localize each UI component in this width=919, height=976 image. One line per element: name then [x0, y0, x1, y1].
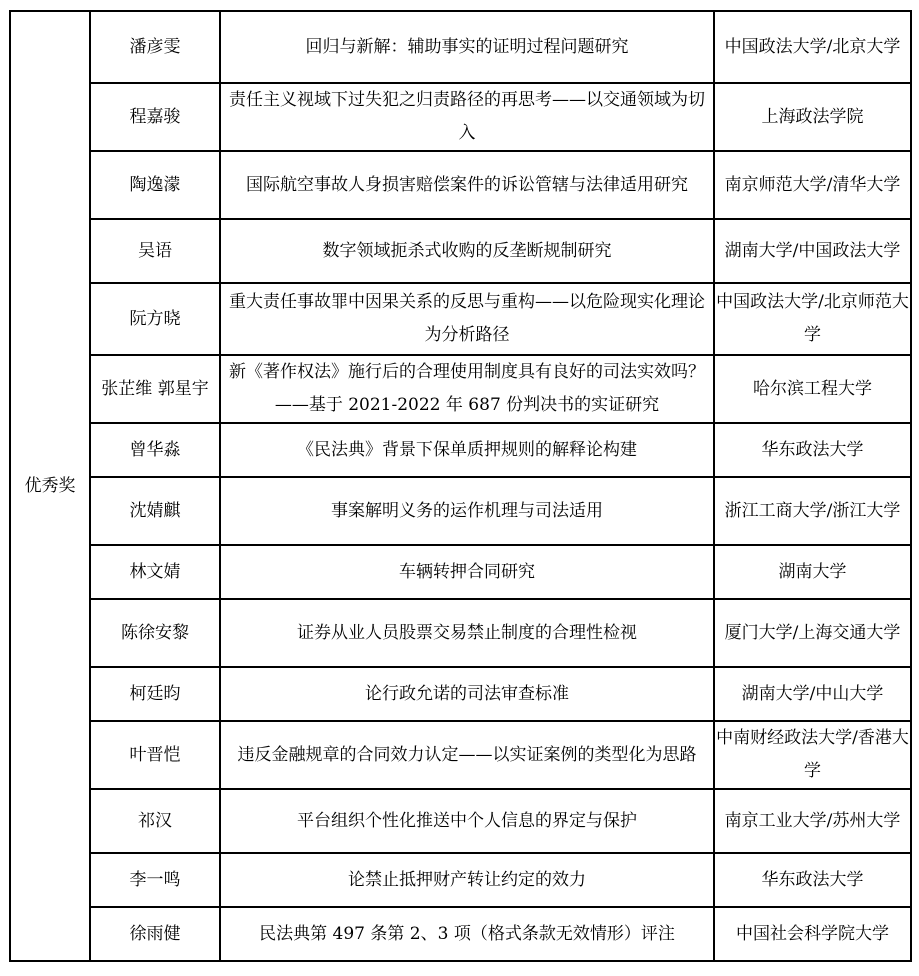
university-cell: 华东政法大学: [714, 423, 911, 477]
name-cell: 曾华淼: [90, 423, 220, 477]
table-row: [10, 219, 911, 283]
university-cell: 厦门大学/上海交通大学: [714, 599, 911, 667]
name-cell: 李一鸣: [90, 853, 220, 907]
table-row: [10, 853, 911, 907]
title-cell: 责任主义视域下过失犯之归责路径的再思考——以交通领域为切入: [220, 83, 714, 151]
university-cell: 哈尔滨工程大学: [714, 355, 911, 423]
table-row: [10, 11, 911, 83]
award-table: [9, 10, 912, 962]
name-cell: 祁汉: [90, 789, 220, 853]
table-row: [10, 83, 911, 151]
title-cell: 《民法典》背景下保单质押规则的解释论构建: [220, 423, 714, 477]
title-cell: 平台组织个性化推送中个人信息的界定与保护: [220, 789, 714, 853]
name-cell: 徐雨健: [90, 907, 220, 961]
table-row: [10, 789, 911, 853]
name-cell: 潘彦雯: [90, 11, 220, 83]
title-cell: 民法典第 497 条第 2、3 项（格式条款无效情形）评注: [220, 907, 714, 961]
name-cell: 陈徐安黎: [90, 599, 220, 667]
table-row: [10, 599, 911, 667]
title-cell: 事案解明义务的运作机理与司法适用: [220, 477, 714, 545]
title-cell: 论禁止抵押财产转让约定的效力: [220, 853, 714, 907]
title-cell: 重大责任事故罪中因果关系的反思与重构——以危险现实化理论为分析路径: [220, 283, 714, 355]
table-row: [10, 151, 911, 219]
university-cell: 湖南大学: [714, 545, 911, 599]
title-cell: 违反金融规章的合同效力认定——以实证案例的类型化为思路: [220, 721, 714, 789]
name-cell: 陶逸濛: [90, 151, 220, 219]
award-category-cell: 优秀奖: [10, 11, 90, 961]
university-cell: 中南财经政法大学/香港大学: [714, 721, 911, 789]
title-cell: 国际航空事故人身损害赔偿案件的诉讼管辖与法律适用研究: [220, 151, 714, 219]
table-row: [10, 545, 911, 599]
name-cell: 沈婧麒: [90, 477, 220, 545]
university-cell: 浙江工商大学/浙江大学: [714, 477, 911, 545]
name-cell: 程嘉骏: [90, 83, 220, 151]
title-cell: 回归与新解：辅助事实的证明过程问题研究: [220, 11, 714, 83]
university-cell: 湖南大学/中山大学: [714, 667, 911, 721]
university-cell: 华东政法大学: [714, 853, 911, 907]
table-row: [10, 283, 911, 355]
university-cell: 中国社会科学院大学: [714, 907, 911, 961]
name-cell: 林文婧: [90, 545, 220, 599]
name-cell: 张芷维 郭星宇: [90, 355, 220, 423]
title-cell: 新《著作权法》施行后的合理使用制度具有良好的司法实效吗？——基于 2021-2022 年 687 份判决书的实证研究: [220, 355, 714, 423]
university-cell: 中国政法大学/北京大学: [714, 11, 911, 83]
table-row: [10, 355, 911, 423]
name-cell: 叶晋恺: [90, 721, 220, 789]
title-cell: 车辆转押合同研究: [220, 545, 714, 599]
university-cell: 湖南大学/中国政法大学: [714, 219, 911, 283]
title-cell: 证券从业人员股票交易禁止制度的合理性检视: [220, 599, 714, 667]
table-row: [10, 423, 911, 477]
name-cell: 柯廷昀: [90, 667, 220, 721]
university-cell: 南京工业大学/苏州大学: [714, 789, 911, 853]
table-row: [10, 667, 911, 721]
university-cell: 上海政法学院: [714, 83, 911, 151]
name-cell: 阮方晓: [90, 283, 220, 355]
table-row: [10, 477, 911, 545]
table-row: [10, 907, 911, 961]
name-cell: 吴语: [90, 219, 220, 283]
university-cell: 南京师范大学/清华大学: [714, 151, 911, 219]
title-cell: 数字领域扼杀式收购的反垄断规制研究: [220, 219, 714, 283]
title-cell: 论行政允诺的司法审查标准: [220, 667, 714, 721]
table-row: [10, 721, 911, 789]
university-cell: 中国政法大学/北京师范大学: [714, 283, 911, 355]
